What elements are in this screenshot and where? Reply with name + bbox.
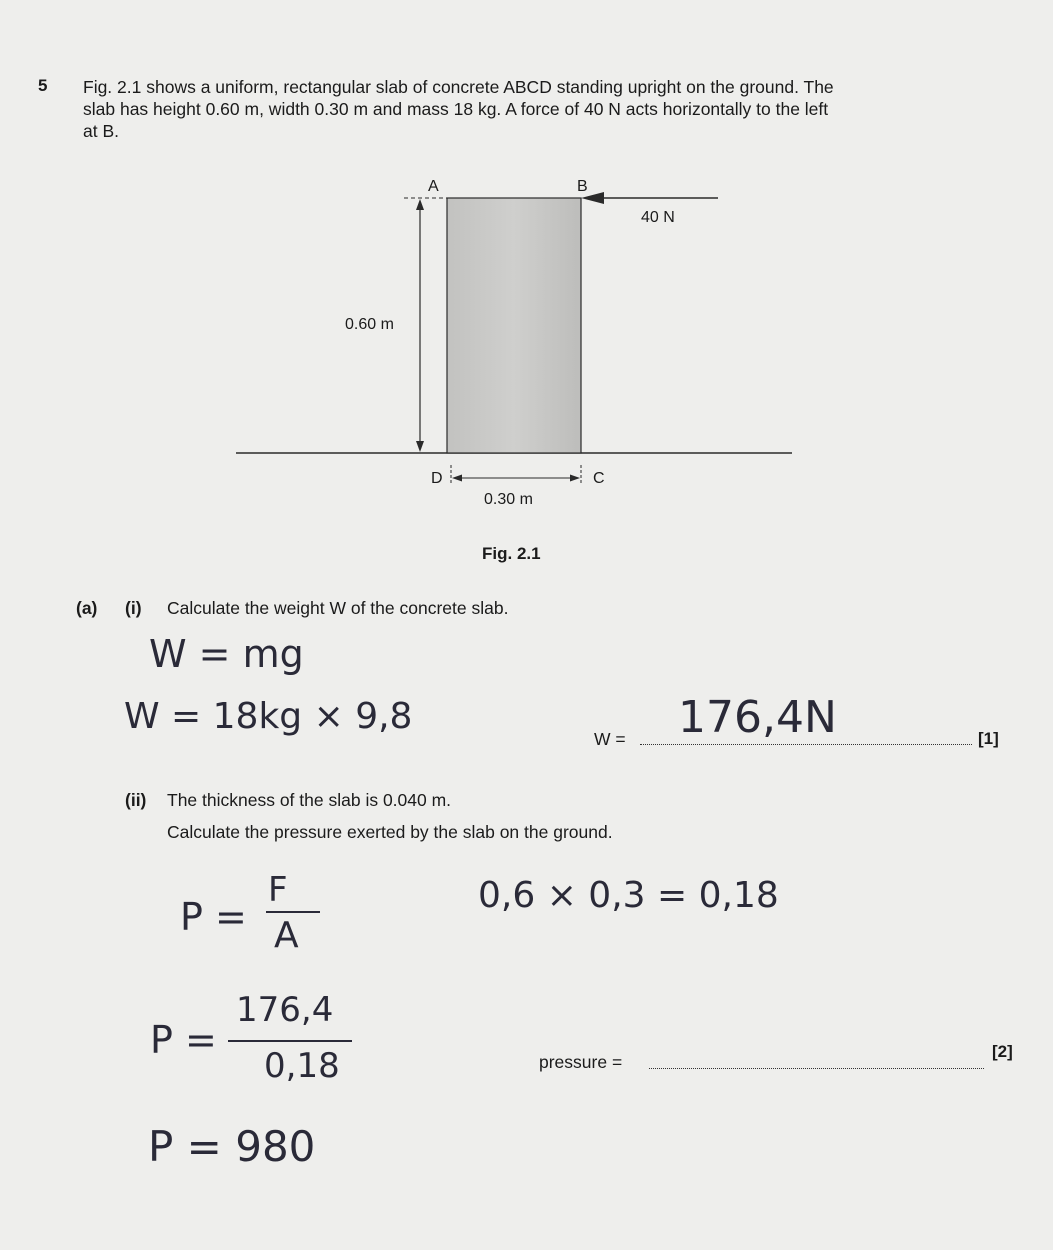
handwritten-working: 176,4 bbox=[236, 990, 334, 1030]
sub-part-label: (i) bbox=[125, 598, 142, 618]
question-text: Calculate the weight W of the concrete slab. bbox=[167, 598, 509, 618]
handwritten-working: P = bbox=[150, 1018, 217, 1062]
answer-line bbox=[649, 1068, 984, 1069]
handwritten-working: W = 18kg × 9,8 bbox=[124, 696, 413, 737]
marks-label: [2] bbox=[992, 1042, 1013, 1061]
answer-line bbox=[640, 744, 972, 745]
handwritten-working: F bbox=[268, 870, 288, 910]
width-label: 0.30 m bbox=[484, 491, 533, 508]
corner-label-a: A bbox=[428, 178, 439, 195]
question-number: 5 bbox=[38, 76, 48, 95]
marks-label: [1] bbox=[978, 729, 999, 748]
width-arrowhead-right bbox=[570, 475, 580, 482]
question-text: Calculate the pressure exerted by the slab on the ground. bbox=[167, 822, 613, 842]
corner-label-d: D bbox=[431, 470, 443, 487]
handwritten-working: 0,6 × 0,3 = 0,18 bbox=[478, 875, 779, 916]
handwritten-working: A bbox=[274, 915, 299, 956]
part-label: (a) bbox=[76, 598, 98, 618]
statement-text: The thickness of the slab is 0.040 m. bbox=[167, 790, 452, 810]
intro-line: at B. bbox=[83, 121, 119, 141]
handwritten-answer: 176,4N bbox=[678, 692, 837, 743]
intro-line: Fig. 2.1 shows a uniform, rectangular slab of concrete ABCD standing upright on the ground. The bbox=[83, 77, 834, 97]
slab-diagram bbox=[0, 160, 1053, 540]
handwritten-working: P = bbox=[180, 895, 247, 939]
answer-label: pressure = bbox=[539, 1052, 623, 1072]
answer-label: W = bbox=[594, 729, 626, 749]
sub-part-label: (ii) bbox=[125, 790, 147, 810]
concrete-slab bbox=[447, 198, 581, 453]
height-arrowhead-bottom bbox=[416, 441, 424, 452]
corner-label-b: B bbox=[577, 178, 588, 195]
corner-label-c: C bbox=[593, 470, 605, 487]
fraction-bar bbox=[266, 911, 320, 913]
handwritten-working: W = mg bbox=[149, 632, 304, 676]
height-label: 0.60 m bbox=[345, 316, 394, 333]
force-label: 40 N bbox=[641, 209, 675, 226]
handwritten-result: P = 980 bbox=[148, 1122, 316, 1171]
fraction-bar bbox=[228, 1040, 352, 1042]
question-intro bbox=[83, 76, 983, 142]
width-arrowhead-left bbox=[452, 475, 462, 482]
handwritten-working: 0,18 bbox=[264, 1046, 340, 1086]
height-arrowhead-top bbox=[416, 199, 424, 210]
intro-line: slab has height 0.60 m, width 0.30 m and mass 18 kg. A force of 40 N acts horizontally to the left bbox=[83, 99, 829, 119]
figure-caption: Fig. 2.1 bbox=[482, 544, 541, 563]
